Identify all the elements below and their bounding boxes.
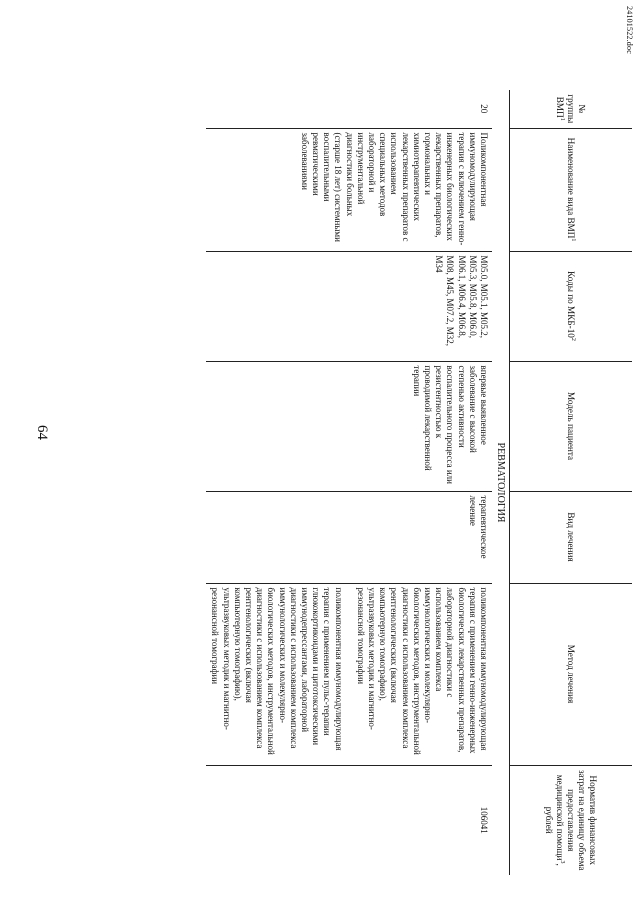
col-header-model: Модель пациента [510, 361, 633, 491]
col-header-group: № группы ВМП$^1$ [510, 90, 633, 128]
footer-filename: 24101522.doc [625, 6, 634, 54]
table-header-row [510, 90, 633, 875]
vmp-table [206, 90, 632, 875]
treatment-type-cell: терапевтическое лечение [206, 491, 492, 583]
method-item: поликомпонентная иммуномодулирующая терапия с применением генно-инженерных биологических лекарственных препаратов, лабораторной диагностики с использованием комплекса иммунологических и молекулярно-биологических методов, инструментальной диагностики с использованием комплекса рентгенологических (включая компьютерную томографию), ультразвуковых методик и магнитно-резонансной томографии [355, 587, 489, 755]
col-header-norm: Норматив финансовых затрат на единицу объема предоставления медицинской помощи$^3$, рублей [510, 765, 633, 875]
norm-cell: 106041 [206, 765, 492, 875]
group-number: 20 [479, 104, 489, 114]
method-item: поликомпонентная иммуномодулирующая терапия с применением пульс-терапии глюкокортикоидами и цитотоксическими иммунодепрессантами, лабораторной диагностики с использованием комплекса иммунологических и молекулярно-биологических методов, инструментальной диагностики с использованием комплекса рентгенологических (включая компьютерную томографию), ультразвуковых методик и магнитно-резонансной томографии [210, 587, 344, 755]
section-title: РЕВМАТОЛОГИЯ [495, 442, 506, 523]
page-number: 64 [34, 425, 50, 440]
col-header-codes: Коды по МКБ-$10^2$ [510, 251, 633, 361]
col-header-name: Наименование вида ВМП$^1$ [510, 128, 633, 251]
section-row [492, 90, 510, 875]
table-row [206, 90, 492, 875]
col-header-treatment-type: Вид лечения [510, 491, 633, 583]
patient-model-cell: впервые выявленное заболевание с высокой степенью активности воспалительного процесса или резистентностью к проводимой лекарственной терапии [206, 361, 492, 491]
vmp-name-cell: Поликомпонентная иммуномодулирующая терапия с включением генно-инженерных биологических лекарственных препаратов, гормональных и химиотерапевтических лекарственных препаратов с использованием специальных методов лабораторной и инструментальной диагностики больных (старше 18 лет) системными воспалительными ревматическими заболеваниями [206, 128, 492, 251]
icd-codes-cell: M05.0, M05.1, M05.2, M05.3, M05.8, M06.0, M06.1, M06.4, M06.8, M08, M45, M07.2, M32, M34 [206, 251, 492, 361]
col-header-method: Метод лечения [510, 583, 633, 765]
method-cell [206, 583, 492, 765]
